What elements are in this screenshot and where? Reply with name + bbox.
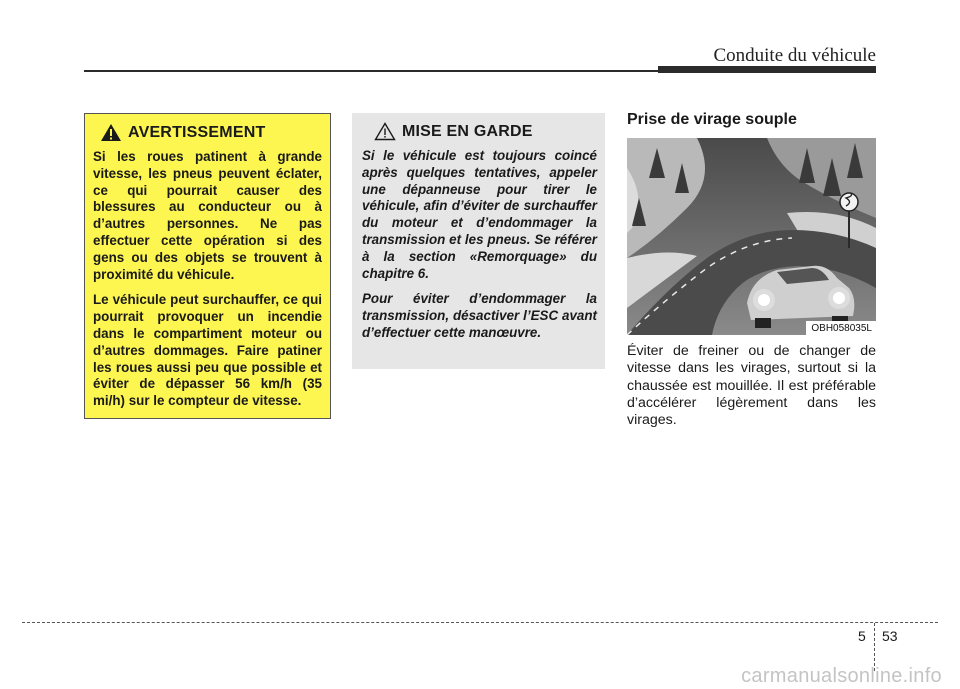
- warning-triangle-icon: [100, 123, 122, 142]
- caution-header: [374, 122, 597, 141]
- footer-dashed-divider: [874, 623, 875, 671]
- watermark-text: carmanualsonline.info: [741, 665, 942, 687]
- caution-box: [352, 113, 605, 369]
- warning-paragraph-1: Si les roues patinent à grande vitesse, les pneus peuvent éclater, ce qui pourrait causer des blessures au conducteur ou à d’autres personnes. Ne pas effectuer cette opération si des gens ou des objets se trouvent à proximité du véhicule.: [93, 149, 322, 282]
- warning-paragraph-2: Le véhicule peut surchauffer, ce qui pourrait provoquer un incendie dans le compartiment moteur ou d’autres dommages. Faire patiner les roues aussi peu que possible et éviter de dépasser 56 km/h (35 mi/h) sur le compteur de vitesse.: [93, 292, 322, 409]
- section-title: Prise de virage souple: [627, 111, 797, 128]
- page-header-title: Conduite du véhicule: [713, 45, 876, 66]
- image-code-label: OBH058035L: [806, 321, 876, 335]
- chapter-number: 5: [858, 628, 866, 644]
- header-rule-thick: [658, 66, 876, 73]
- footer-dashed-rule: [22, 622, 938, 623]
- page-number: 53: [882, 628, 898, 644]
- section-body-text: Éviter de freiner ou de changer de vitesse dans les virages, surtout si la chaussée est mouillée. Il est préférable d’accélérer légèrement dans les virages.: [627, 343, 876, 429]
- caution-triangle-icon: [374, 122, 396, 141]
- curve-driving-illustration: [627, 138, 876, 335]
- warning-label: AVERTISSEMENT: [128, 123, 266, 141]
- caution-paragraph-2: Pour éviter d’endommager la transmission, désactiver l’ESC avant d’effectuer cette manœuvre.: [362, 291, 597, 340]
- caution-label: MISE EN GARDE: [402, 122, 533, 140]
- header-rule-thin: [84, 70, 660, 72]
- caution-paragraph-1: Si le véhicule est toujours coincé après quelques tentatives, appeler une dépanneuse pour tirer le véhicule, afin d’éviter de surchauffer du moteur et d’endommager la transmission et les pneus. Se référer à la section «Remorquage» du chapitre 6.: [362, 148, 597, 281]
- warning-header: [100, 123, 322, 142]
- warning-box: [84, 113, 331, 419]
